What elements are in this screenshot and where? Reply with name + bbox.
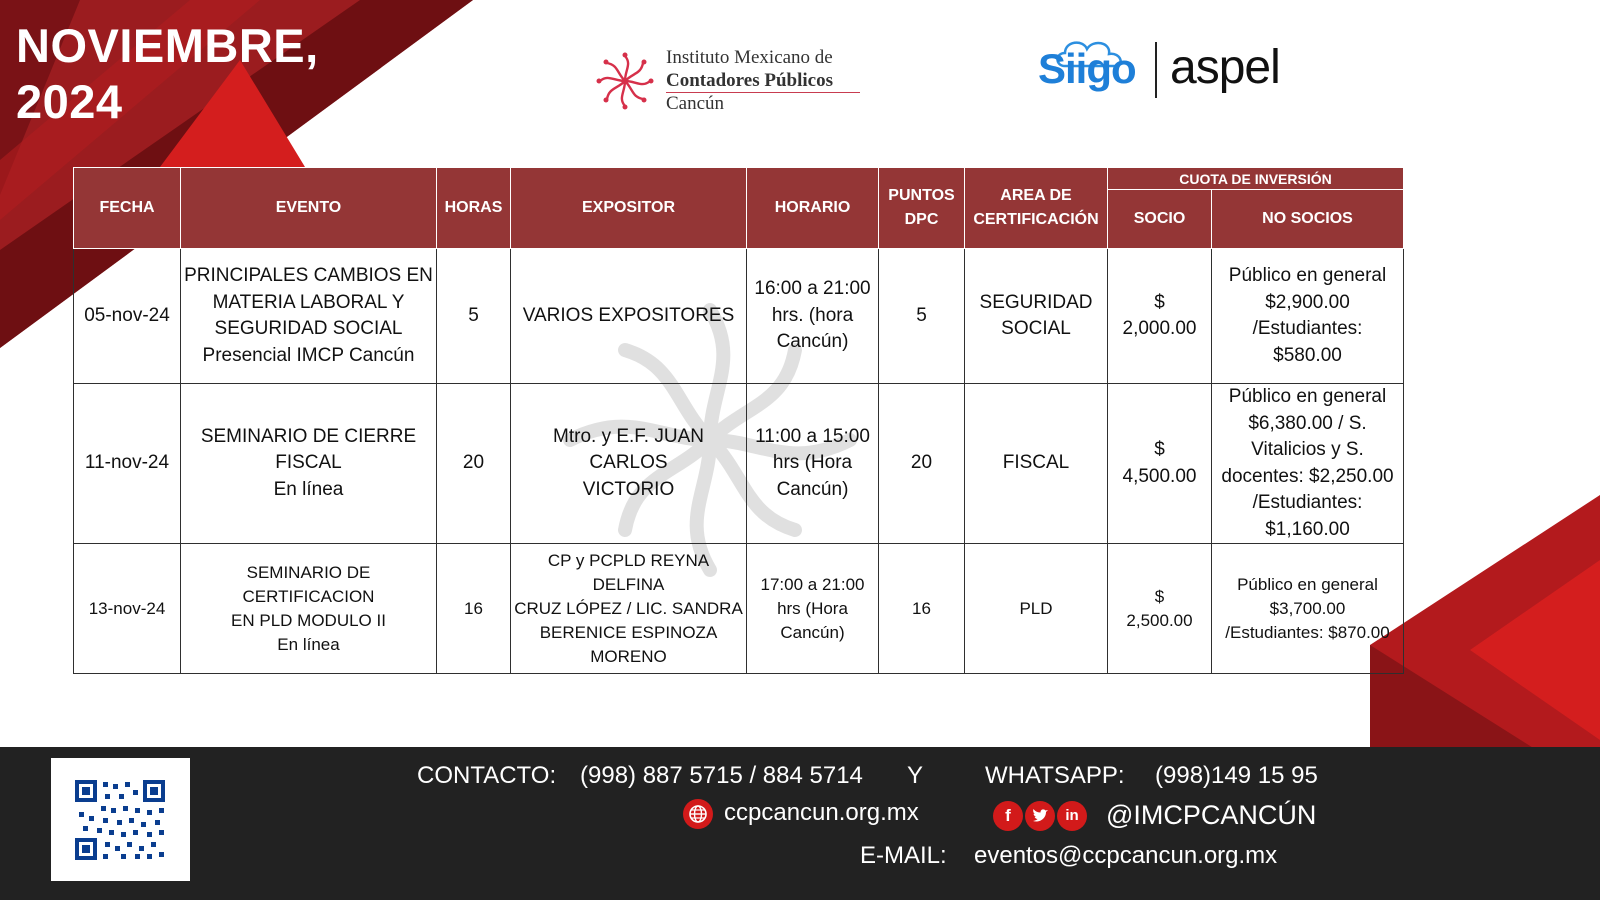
cell-expositor: CP y PCPLD REYNA DELFINA CRUZ LÓPEZ / LIC. SANDRA BERENICE ESPINOZA MORENO	[511, 544, 747, 674]
cell-fecha: 13-nov-24	[74, 544, 181, 674]
email-label: E-MAIL:	[860, 842, 947, 869]
institute-line1: Instituto Mexicano de	[666, 47, 833, 68]
title-year: 2024	[16, 75, 123, 128]
facebook-icon[interactable]: f	[993, 801, 1023, 831]
header-horas: HORAS	[437, 168, 511, 249]
contacto-phones[interactable]: (998) 887 5715 / 884 5714	[580, 762, 863, 789]
website-link[interactable]: ccpcancun.org.mx	[724, 799, 919, 826]
header-area-certificacion: AREA DE CERTIFICACIÓN	[965, 168, 1108, 249]
logo-divider	[1155, 42, 1157, 98]
header-expositor: EXPOSITOR	[511, 168, 747, 249]
cell-horario: 11:00 a 15:00 hrs (Hora Cancún)	[747, 384, 879, 544]
cell-horas: 20	[437, 384, 511, 544]
cell-expositor: VARIOS EXPOSITORES	[511, 249, 747, 384]
table-row	[74, 384, 1404, 544]
institute-underline	[666, 92, 860, 93]
cell-socio: $ 4,500.00	[1108, 384, 1212, 544]
linkedin-icon[interactable]: in	[1057, 801, 1087, 831]
header-horario: HORARIO	[747, 168, 879, 249]
cell-evento: PRINCIPALES CAMBIOS EN MATERIA LABORAL Y SEGURIDAD SOCIAL Presencial IMCP Cancún	[181, 249, 437, 384]
header-evento: EVENTO	[181, 168, 437, 249]
cell-socio: $ 2,000.00	[1108, 249, 1212, 384]
y-connector: Y	[907, 762, 924, 789]
cell-horario: 16:00 a 21:00 hrs. (hora Cancún)	[747, 249, 879, 384]
table-row	[74, 249, 1404, 384]
cell-area: PLD	[965, 544, 1108, 674]
cell-puntos: 5	[879, 249, 965, 384]
twitter-icon[interactable]	[1025, 801, 1055, 831]
cell-no-socios: Público en general $6,380.00 / S. Vitalicios y S. docentes: $2,250.00 /Estudiantes: $1,160.00	[1212, 384, 1404, 544]
qr-code[interactable]	[51, 758, 190, 881]
title-month: NOVIEMBRE,	[16, 19, 319, 72]
cell-puntos: 16	[879, 544, 965, 674]
cell-evento: SEMINARIO DE CIERRE FISCAL En línea	[181, 384, 437, 544]
cell-horario: 17:00 a 21:00 hrs (Hora Cancún)	[747, 544, 879, 674]
cell-no-socios: Público en general $3,700.00 /Estudiantes: $870.00	[1212, 544, 1404, 674]
email-address[interactable]: eventos@ccpcancun.org.mx	[974, 842, 1278, 869]
cell-horas: 16	[437, 544, 511, 674]
whatsapp-number[interactable]: (998)149 15 95	[1155, 762, 1318, 789]
institute-line3: Cancún	[666, 93, 725, 114]
cell-evento: SEMINARIO DE CERTIFICACION EN PLD MODULO II En línea	[181, 544, 437, 674]
aspel-logo: aspel	[1170, 41, 1280, 94]
header-cuota-inversion: CUOTA DE INVERSIÓN	[1108, 168, 1404, 190]
header-no-socios: NO SOCIOS	[1212, 190, 1404, 249]
cell-fecha: 05-nov-24	[74, 249, 181, 384]
contacto-label: CONTACTO:	[417, 762, 557, 789]
header-socio: SOCIO	[1108, 190, 1212, 249]
institute-line2: Contadores Públicos	[666, 70, 833, 91]
cell-puntos: 20	[879, 384, 965, 544]
qr-code-icon	[75, 780, 165, 860]
cell-socio: $ 2,500.00	[1108, 544, 1212, 674]
cell-fecha: 11-nov-24	[74, 384, 181, 544]
cell-expositor: Mtro. y E.F. JUAN CARLOS VICTORIO	[511, 384, 747, 544]
cell-no-socios: Público en general $2,900.00 /Estudiantes: $580.00	[1212, 249, 1404, 384]
table-row	[74, 544, 1404, 674]
header-puntos-dpc: PUNTOS DPC	[879, 168, 965, 249]
events-table	[73, 167, 1404, 674]
cell-area: FISCAL	[965, 384, 1108, 544]
cell-area: SEGURIDAD SOCIAL	[965, 249, 1108, 384]
globe-icon	[683, 799, 713, 829]
header-fecha: FECHA	[74, 168, 181, 249]
cell-horas: 5	[437, 249, 511, 384]
whatsapp-label: WHATSAPP:	[985, 762, 1125, 789]
imcp-emblem-icon	[594, 50, 656, 112]
social-handle[interactable]: @IMCPCANCÚN	[1106, 800, 1317, 830]
siigo-logo: Siigo	[1038, 45, 1136, 92]
page-title	[16, 18, 319, 130]
